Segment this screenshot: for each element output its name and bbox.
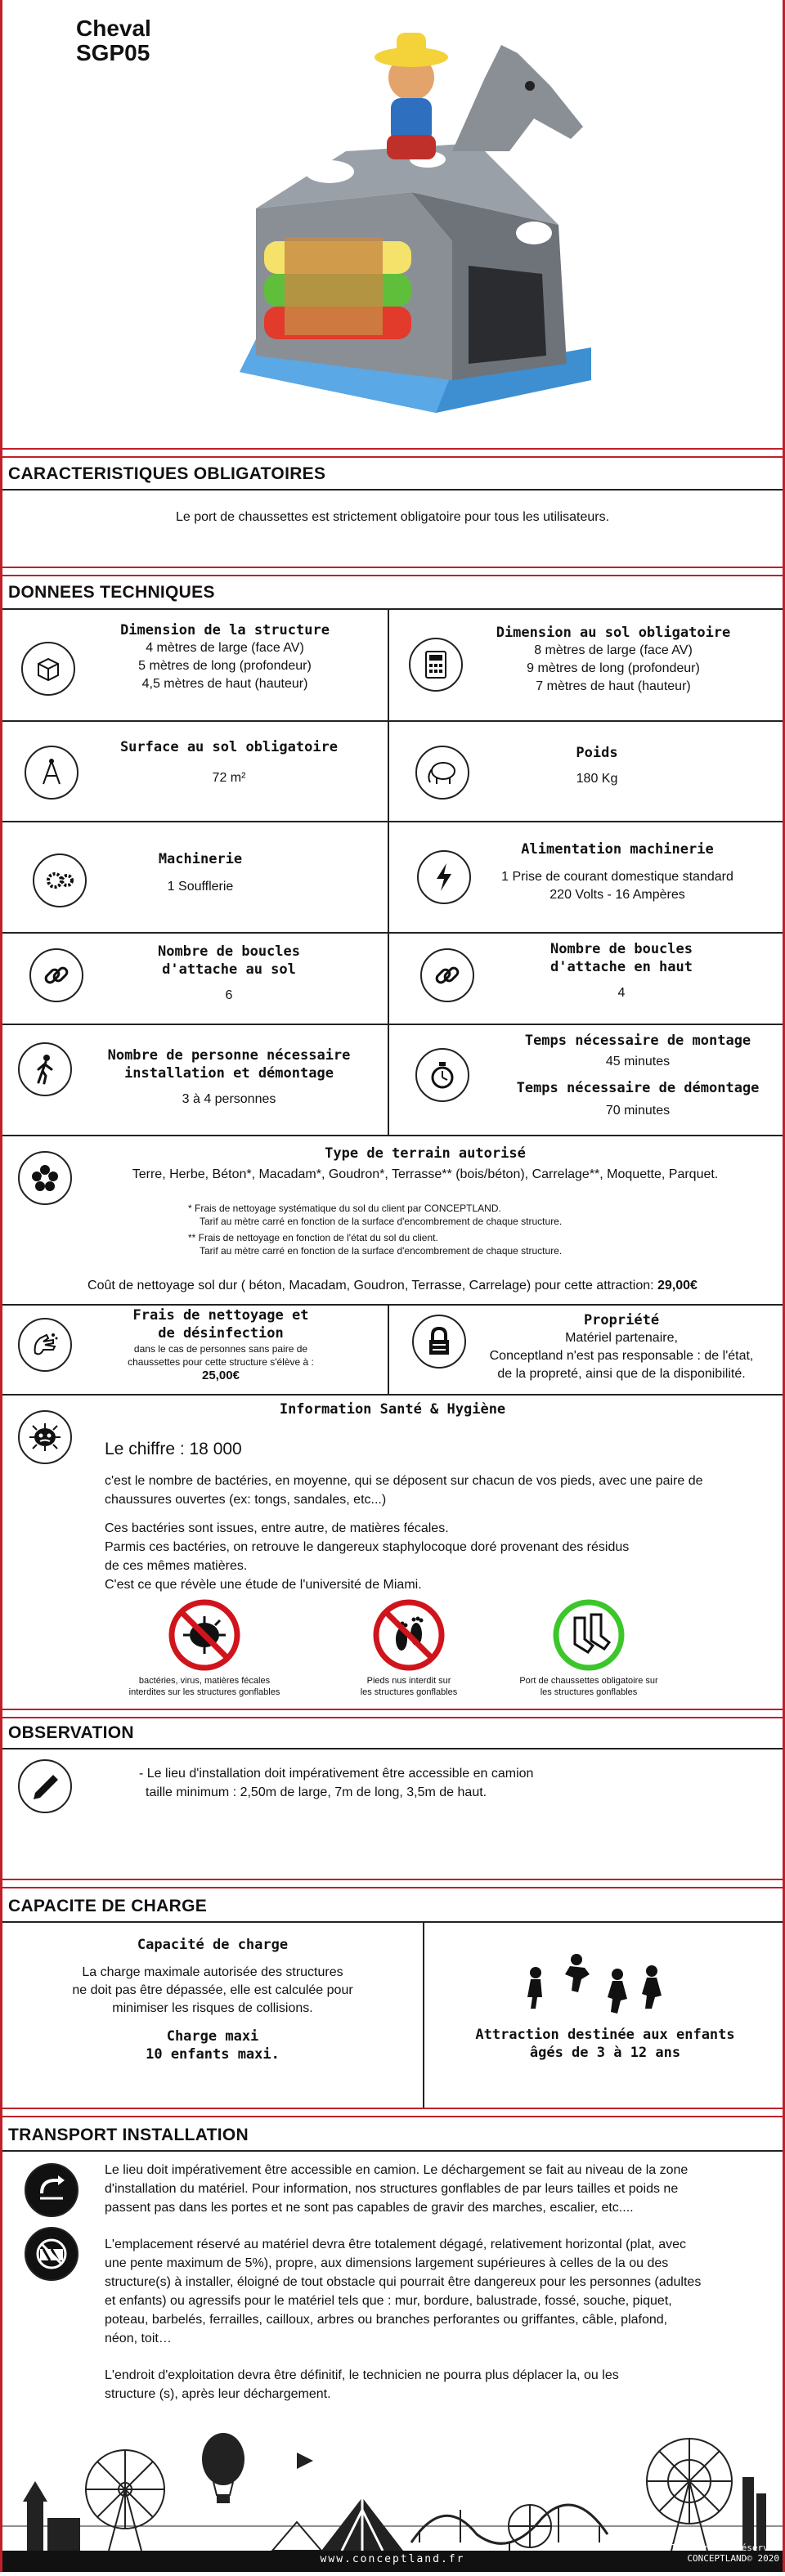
cell-title: Type de terrain autorisé <box>325 1145 526 1162</box>
cell-text: dans le cas de personnes sans paire de <box>133 1343 308 1355</box>
hero-section <box>2 0 783 446</box>
section-title-capacite: CAPACITE DE CHARGE <box>8 1897 208 1915</box>
stopwatch-icon <box>415 1048 469 1102</box>
pictogram-pieds-nus <box>327 1598 491 1698</box>
divider <box>2 448 783 450</box>
sante-text: de ces mêmes matières. <box>105 1559 248 1573</box>
cell-title: de désinfection <box>158 1325 284 1342</box>
cell-text: de la propreté, ainsi que de la disponibilité. <box>497 1367 746 1381</box>
transport-text <box>105 2161 783 2404</box>
cell-text: ne doit pas être dépassée, elle est calculée pour <box>72 1983 353 1997</box>
cell-boucles-haut <box>515 940 728 1002</box>
cell-text: 180 Kg <box>576 772 618 786</box>
terrain-cout-value: 29,00€ <box>657 1279 698 1292</box>
cell-title: Propriété <box>583 1312 660 1328</box>
divider <box>2 1024 783 1025</box>
cell-title: Temps nécessaire de démontage <box>516 1080 760 1096</box>
cell-poids <box>491 744 703 788</box>
footer-rights <box>624 2542 779 2564</box>
cell-frais <box>90 1306 352 1382</box>
cell-text: 70 minutes <box>605 1104 671 1118</box>
footer <box>2 2420 783 2572</box>
elephant-weight-icon <box>415 746 469 800</box>
sante-chiffre: Le chiffre : 18 000 <box>105 1440 242 1458</box>
cell-text: 3 à 4 personnes <box>182 1092 276 1106</box>
socks-required-icon <box>552 1598 626 1672</box>
terrain-list: Terre, Herbe, Béton*, Macadam*, Goudron*, Terrasse** (bois/béton), Carrelage**, Moquette, Parquet. <box>132 1167 719 1181</box>
divider <box>2 1879 783 1880</box>
observation-line: taille minimum : 2,50m de large, 7m de long, 3,5m de haut. <box>146 1785 487 1799</box>
divider <box>2 720 783 722</box>
charge-value: 10 enfants maxi. <box>146 2046 280 2063</box>
cell-montage <box>495 1032 781 1120</box>
pictogram-caption: Pieds nus interdit sur <box>366 1676 451 1686</box>
cell-title: Nombre de boucles <box>550 941 693 957</box>
terrain-note: ** Frais de nettoyage en fonction de l'état du sol du client. <box>188 1232 438 1243</box>
pen-icon <box>18 1759 72 1813</box>
no-obstacle-icon <box>25 2227 78 2281</box>
divider <box>2 821 783 822</box>
unloading-icon <box>25 2163 78 2217</box>
cell-text: chaussettes pour cette structure s'élève à : <box>128 1356 314 1368</box>
cell-text: 220 Volts - 16 Ampères <box>550 888 685 902</box>
lightning-icon <box>417 850 471 904</box>
divider <box>2 575 783 576</box>
capacite-left <box>25 1936 401 2063</box>
cell-text: 5 mètres de long (profondeur) <box>138 659 312 673</box>
attraction-text: âgés de 3 à 12 ans <box>529 2045 681 2061</box>
cell-text: minimiser les risques de collisions. <box>112 2001 313 2015</box>
cell-title: Temps nécessaire de montage <box>524 1033 751 1049</box>
cell-title: Nombre de personne nécessaire <box>107 1047 351 1064</box>
observation-line: - Le lieu d'installation doit impérativement être accessible en camion <box>139 1767 534 1781</box>
attraction-text: Attraction destinée aux enfants <box>475 2027 735 2043</box>
sante-body <box>105 1439 775 1594</box>
cell-title: d'attache au sol <box>162 961 296 978</box>
sante-text: Parmis ces bactéries, on retrouve le dangereux staphylocoque doré provenant des résidus <box>105 1540 630 1554</box>
divider <box>2 2150 783 2152</box>
children-playing-icon <box>511 1950 675 2023</box>
transport-line: L'endroit d'exploitation devra être définitif, le technicien ne pourra plus déplacer la, ou les <box>105 2368 619 2382</box>
inflatable-horse-image <box>207 29 616 429</box>
divider <box>2 608 783 610</box>
product-code: SGP05 <box>76 40 150 65</box>
cell-text: 4 <box>617 986 626 1000</box>
calculator-icon <box>409 638 463 692</box>
pictogram-caption: les structures gonflables <box>540 1687 638 1697</box>
product-title <box>76 16 151 65</box>
gears-icon <box>33 853 87 907</box>
terrain-note: Tarif au mètre carré en fonction de la surface d'encombrement de chaque structure. <box>200 1245 563 1257</box>
caracteristiques-text: Le port de chaussettes est strictement obligatoire pour tous les utilisateurs. <box>175 510 610 524</box>
cell-text: 1 Prise de courant domestique standard <box>501 870 733 884</box>
divider <box>2 1748 783 1749</box>
cell-title: Alimentation machinerie <box>521 841 714 858</box>
pictogram-caption: les structures gonflables <box>360 1687 458 1697</box>
cell-text: 6 <box>225 988 233 1002</box>
sante-text: c'est le nombre de bactéries, en moyenne, qui se déposent sur chacun de vos pieds, avec une paire de <box>105 1474 703 1488</box>
transport-line: poteau, barbelés, ferrailles, cailloux, arbres ou branches perforantes ou griffantes, câble, plafond, <box>105 2313 668 2327</box>
cell-text: Conceptland n'est pas responsable : de l'état, <box>489 1349 754 1363</box>
section-title-donnees: DONNEES TECHNIQUES <box>8 583 215 602</box>
compass-icon <box>25 746 78 800</box>
transport-line: structure(s) à installer, éloigné de tout obstacle qui pourrait être dangereux pour les personnes (adultes <box>105 2275 702 2289</box>
pictogram-chaussettes <box>499 1598 679 1698</box>
transport-line: et enfants) ou agressifs pour le matériel tels que : mur, bordure, balustrade, fossé, souche, piquet, <box>105 2294 672 2308</box>
capacite-right <box>433 2026 777 2062</box>
cell-text: 4 mètres de large (face AV) <box>146 641 304 655</box>
cell-title: Nombre de boucles <box>158 943 300 960</box>
divider <box>2 1717 783 1718</box>
cell-title: Dimension au sol obligatoire <box>496 625 731 641</box>
terrain-cout <box>2 1277 783 1295</box>
cell-surface <box>98 738 360 787</box>
divider <box>2 2108 783 2109</box>
dimension-cube-icon <box>21 642 75 696</box>
section-title-observation: OBSERVATION <box>8 1723 134 1742</box>
cell-title: d'attache en haut <box>550 959 693 975</box>
cell-dimension-sol <box>474 624 752 696</box>
column-divider <box>388 1304 389 1394</box>
no-barefoot-icon <box>372 1598 446 1672</box>
cell-alimentation <box>470 840 765 904</box>
pictogram-caption: interdites sur les structures gonflables <box>128 1687 280 1697</box>
charge-title: Charge maxi <box>166 2028 259 2045</box>
cell-text: 8 mètres de large (face AV) <box>534 643 693 657</box>
divider <box>2 1304 783 1306</box>
transport-line: Le lieu doit impérativement être accessible en camion. Le déchargement se fait au niveau de la zone <box>105 2163 689 2177</box>
washing-hands-icon <box>18 1318 72 1372</box>
cell-text: La charge maximale autorisée des structures <box>82 1965 343 1979</box>
cell-text: 72 m² <box>212 771 246 785</box>
sante-title: Information Santé & Hygiène <box>279 1401 506 1418</box>
section-title-caracteristiques: CARACTERISTIQUES OBLIGATOIRES <box>8 464 326 483</box>
cell-text: 1 Soufflerie <box>167 880 234 894</box>
cell-text: Matériel partenaire, <box>565 1331 678 1345</box>
cell-boucles-sol <box>123 943 335 1005</box>
bacteria-icon <box>18 1410 72 1464</box>
cell-title: Machinerie <box>158 851 243 867</box>
divider <box>2 489 783 491</box>
cell-propriete <box>470 1311 773 1383</box>
chain-link-icon <box>29 948 83 1002</box>
cell-title: Surface au sol obligatoire <box>119 739 339 755</box>
cell-title: Dimension de la structure <box>120 622 330 638</box>
column-divider <box>423 1921 424 2108</box>
chain-link-icon <box>420 948 474 1002</box>
cell-terrain <box>78 1145 773 1184</box>
cell-text: 9 mètres de long (profondeur) <box>527 661 700 675</box>
terrain-note: Tarif au mètre carré en fonction de la surface d'encombrement de chaque structure. <box>200 1216 563 1227</box>
divider <box>2 456 783 458</box>
transport-line: néon, toit… <box>105 2332 172 2345</box>
divider <box>2 1921 783 1923</box>
pictogram-bacteries <box>114 1598 294 1698</box>
cell-text: 45 minutes <box>605 1055 671 1068</box>
transport-line: structure (s), après leur déchargement. <box>105 2387 331 2401</box>
divider <box>2 1394 783 1396</box>
walking-person-icon <box>18 1042 72 1096</box>
transport-line: une pente maximum de 5%), propre, aux dimensions largement supérieures à celles de la ou des <box>105 2256 669 2270</box>
sante-text: chaussures ouvertes (ex: tongs, sandales, etc...) <box>105 1493 387 1507</box>
divider <box>2 1135 783 1136</box>
transport-line: L'emplacement réservé au matériel devra être totalement dégagé, relativement horizontal (plat, avec <box>105 2238 686 2251</box>
terrain-notes <box>188 1202 679 1257</box>
cell-personnes <box>82 1046 376 1109</box>
pictogram-caption: Port de chaussettes obligatoire sur <box>519 1676 658 1686</box>
cell-text: 7 mètres de haut (hauteur) <box>536 679 691 693</box>
cell-machinerie <box>98 850 303 896</box>
column-divider <box>388 608 389 1136</box>
footer-rights-line: CONCEPTLAND© 2020 <box>687 2553 779 2564</box>
footer-website-link[interactable]: www.conceptland.fr <box>320 2553 465 2565</box>
observation-text <box>139 1764 711 1802</box>
sante-text: Ces bactéries sont issues, entre autre, de matières fécales. <box>105 1521 449 1535</box>
cell-title: installation et démontage <box>124 1065 334 1082</box>
sante-text: C'est ce que révèle une étude de l'université de Miami. <box>105 1578 422 1592</box>
cell-title: Frais de nettoyage et <box>132 1307 309 1324</box>
cell-text: 4,5 mètres de haut (hauteur) <box>141 677 308 691</box>
divider <box>2 1887 783 1888</box>
no-bacteria-icon <box>168 1598 241 1672</box>
cell-dimension-structure <box>90 621 360 693</box>
divider <box>2 2116 783 2117</box>
divider <box>2 1709 783 1710</box>
divider <box>2 567 783 568</box>
transport-line: d'installation du matériel. Pour information, nos structures gonflables de par leurs tailles et poids ne <box>105 2182 679 2196</box>
pictogram-caption: bactéries, virus, matières fécales <box>138 1676 271 1686</box>
padlock-icon <box>412 1315 466 1369</box>
product-name: Cheval <box>76 16 151 41</box>
cell-title: Poids <box>576 745 618 761</box>
frais-value: 25,00€ <box>202 1369 240 1382</box>
footer-rights-line: Tous droits réservés <box>671 2542 779 2553</box>
section-title-transport: TRANSPORT INSTALLATION <box>8 2126 249 2144</box>
transport-line: passent pas dans les portes et ne sont pas capables de gravir des marches, escalier, etc.... <box>105 2201 634 2215</box>
divider <box>2 932 783 934</box>
terrain-note: * Frais de nettoyage systématique du sol du client par CONCEPTLAND. <box>188 1203 501 1214</box>
cell-title: Capacité de charge <box>137 1937 289 1953</box>
terrain-cout-label: Coût de nettoyage sol dur ( béton, Macadam, Goudron, Terrasse, Carrelage) pour cette attraction: <box>87 1279 654 1292</box>
flower-icon <box>18 1151 72 1205</box>
